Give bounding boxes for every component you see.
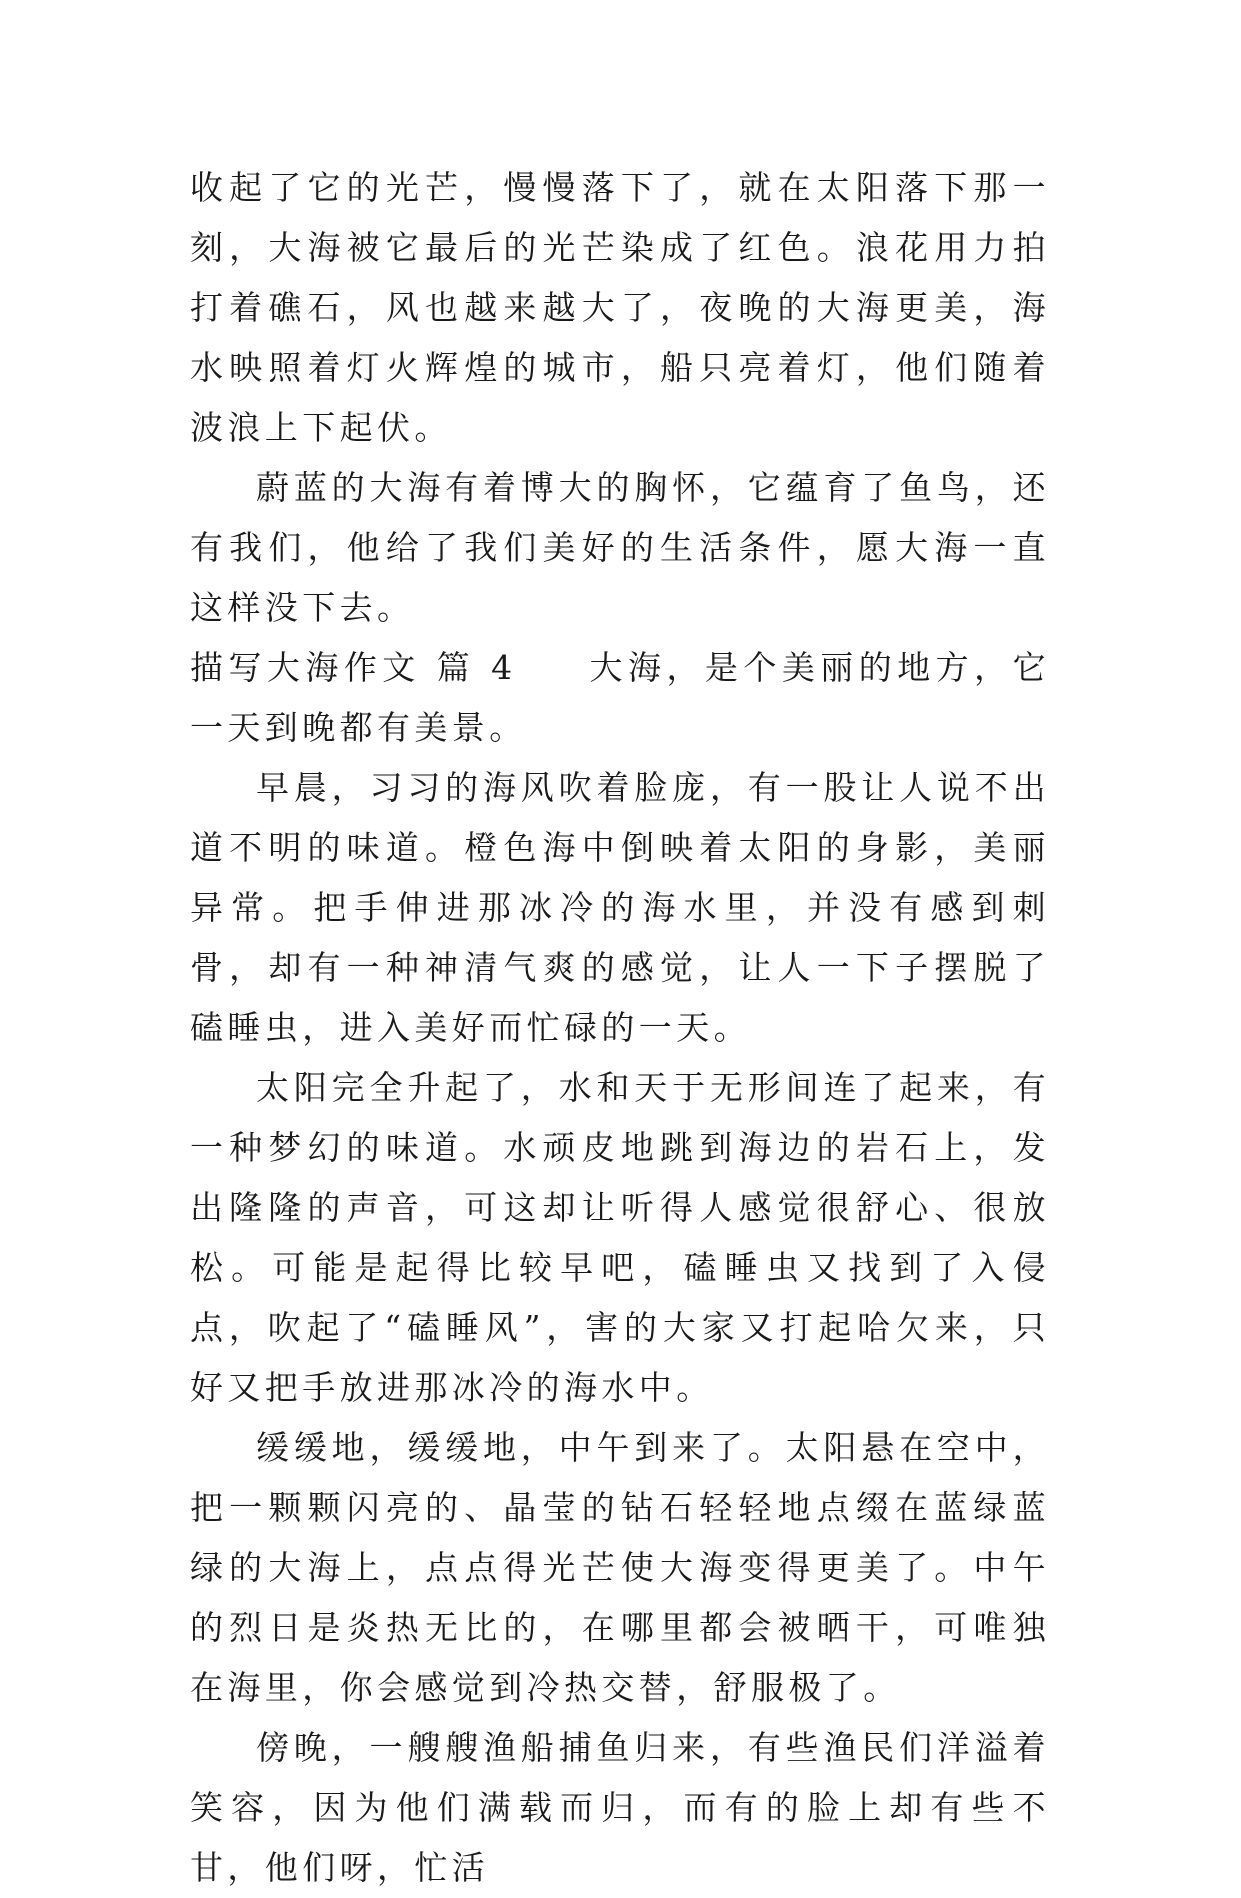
section-lead-text: 大海，是个美丽的地方，它一天到晚都有美景。	[190, 648, 1050, 747]
section-heading-paragraph	[190, 638, 1050, 758]
paragraph-1: 收起了它的光芒，慢慢落下了，就在太阳落下那一刻，大海被它最后的光芒染成了红色。浪花用力拍打着礁石，风也越来越大了，夜晚的大海更美，海水映照着灯火辉煌的城市，船只亮着灯，他们随着波浪上下起伏。	[190, 168, 1050, 447]
document-page	[190, 158, 1050, 1898]
paragraph-2: 蔚蓝的大海有着博大的胸怀，它蕴育了鱼鸟，还有我们，他给了我们美好的生活条件，愿大海一直这样没下去。	[190, 468, 1050, 627]
paragraph-3: 早晨，习习的海风吹着脸庞，有一股让人说不出道不明的味道。橙色海中倒映着太阳的身影，美丽异常。把手伸进那冰冷的海水里，并没有感到刺骨，却有一种神清气爽的感觉，让人一下子摆脱了磕睡虫，进入美好而忙碌的一天。	[190, 768, 1050, 1047]
paragraph-6: 傍晚，一艘艘渔船捕鱼归来，有些渔民们洋溢着笑容，因为他们满载而归，而有的脸上却有些不甘，他们呀，忙活	[190, 1728, 1050, 1887]
paragraph-4: 太阳完全升起了，水和天于无形间连了起来，有一种梦幻的味道。水顽皮地跳到海边的岩石上，发出隆隆的声音，可这却让听得人感觉很舒心、很放松。可能是起得比较早吧，磕睡虫又找到了入侵点，吹起了“磕睡风”，害的大家又打起哈欠来，只好又把手放进那冰冷的海水中。	[190, 1068, 1050, 1407]
paragraph-5: 缓缓地，缓缓地，中午到来了。太阳悬在空中，把一颗颗闪亮的、晶莹的钻石轻轻地点缀在蓝绿蓝绿的大海上，点点得光芒使大海变得更美了。中午的烈日是炎热无比的，在哪里都会被晒干，可唯独在海里，你会感觉到冷热交替，舒服极了。	[190, 1428, 1050, 1707]
section-heading: 描写大海作文 篇 4	[190, 648, 517, 687]
